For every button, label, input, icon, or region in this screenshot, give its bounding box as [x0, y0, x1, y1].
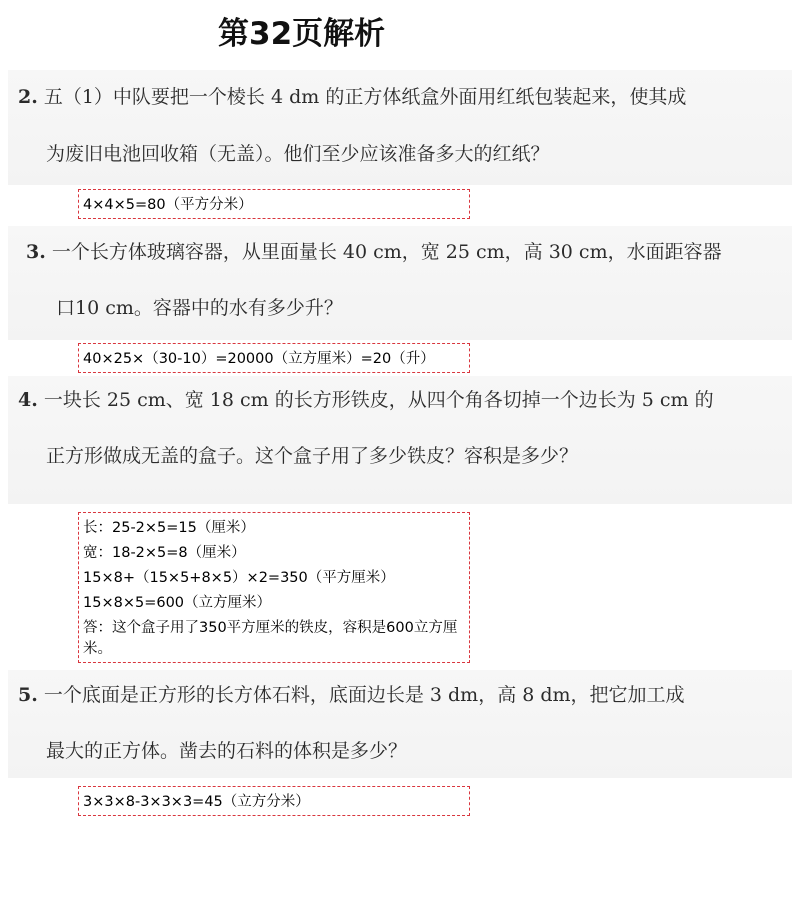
answer-box-2: [78, 189, 470, 219]
answer-line: 15×8×5=600（立方厘米）: [83, 595, 272, 611]
question-2-line-2: 为废旧电池回收箱（无盖）。他们至少应该准备多大的红纸？: [46, 143, 550, 165]
answer-line: 4×4×5=80（平方分米）: [83, 197, 253, 213]
answer-line: 40×25×（30-10）=20000（立方厘米）=20（升）: [83, 351, 435, 367]
question-5-line-1: [18, 680, 685, 707]
answer-conclusion: 答：这个盒子用了350平方厘米的铁皮，容积是600立方厘米。: [83, 620, 458, 657]
question-text: 一块长 25 cm、宽 18 cm 的长方形铁皮，从四个角各切掉一个边长为 5 cm 的: [43, 389, 714, 411]
question-text: 五（1）中队要把一个棱长 4 dm 的正方体纸盒外面用红纸包装起来，使其成: [43, 86, 687, 108]
answer-line: 15×8+（15×5+8×5）×2=350（平方厘米）: [83, 570, 395, 586]
question-text: 一个长方体玻璃容器，从里面量长 40 cm，宽 25 cm，高 30 cm，水面距容器: [51, 241, 722, 263]
question-4-line-2: 正方形做成无盖的盒子。这个盒子用了多少铁皮？容积是多少？: [46, 445, 579, 467]
question-number: 5.: [18, 684, 38, 706]
question-2-line-1: [18, 82, 686, 109]
answer-line: 宽：18-2×5=8（厘米）: [83, 545, 246, 561]
answer-box-4: [78, 512, 470, 663]
question-number: 3.: [26, 241, 46, 263]
answer-line: 长：25-2×5=15（厘米）: [83, 520, 255, 536]
question-number: 2.: [18, 86, 38, 108]
question-3-line-2: 口10 cm。容器中的水有多少升？: [56, 297, 343, 319]
page-title: 第32页解析: [218, 16, 386, 52]
answer-box-3: [78, 343, 470, 373]
question-5-line-2: 最大的正方体。凿去的石料的体积是多少？: [46, 740, 408, 762]
answer-line: 3×3×8-3×3×3=45（立方分米）: [83, 794, 310, 810]
question-3-line-1: [26, 237, 722, 264]
question-text: 一个底面是正方形的长方体石料，底面边长是 3 dm，高 8 dm，把它加工成: [43, 684, 685, 706]
question-number: 4.: [18, 389, 38, 411]
answer-box-5: [78, 786, 470, 816]
question-4-line-1: [18, 385, 714, 412]
